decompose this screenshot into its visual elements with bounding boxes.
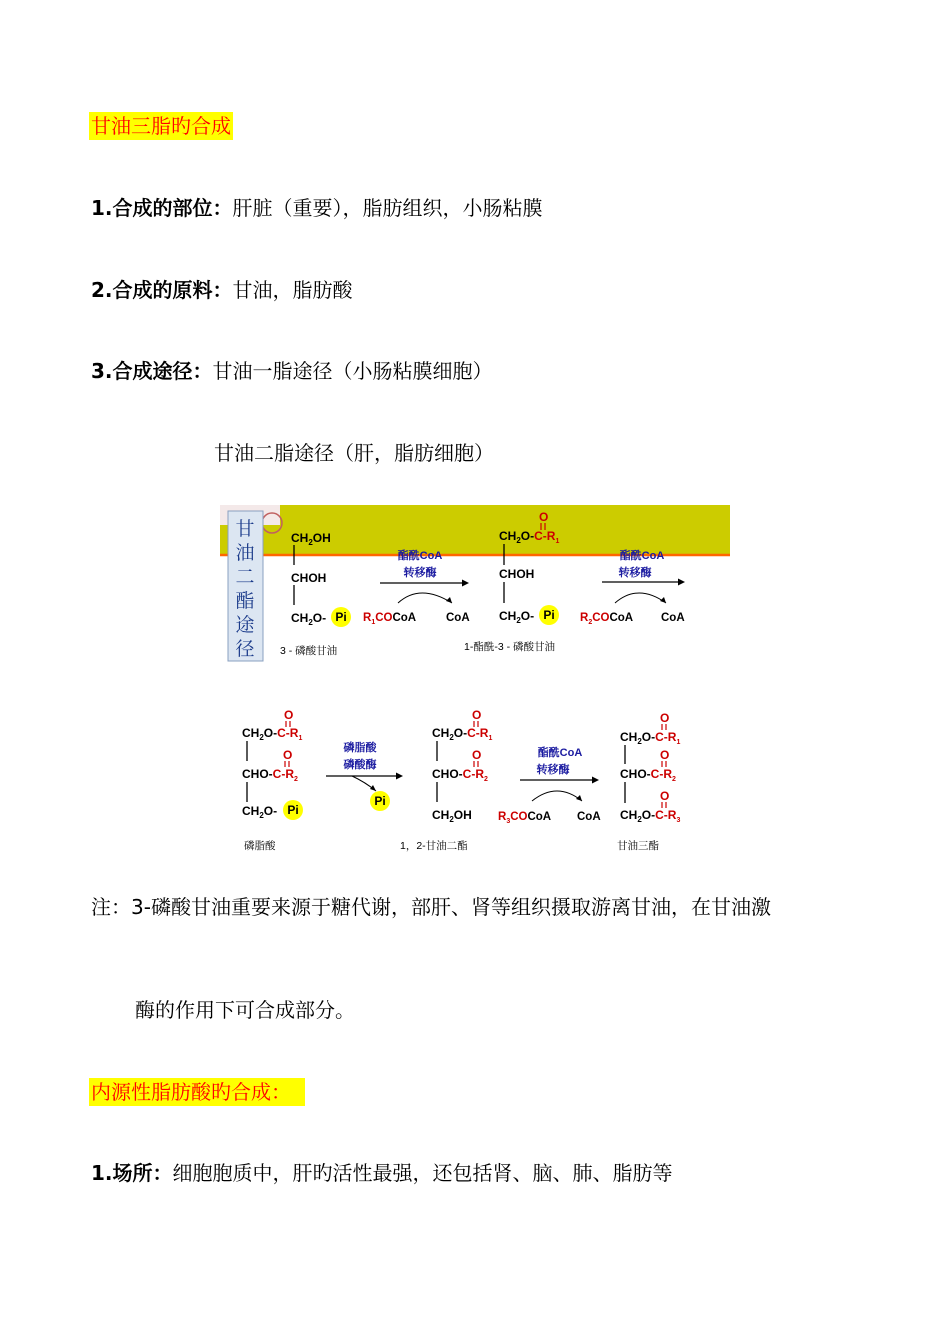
molecule-name: 3 - 磷酸甘油 bbox=[280, 645, 338, 657]
yellow-band bbox=[220, 505, 730, 555]
substrate-acyl-coa: $R_3COCoA$ bbox=[498, 811, 552, 825]
side-char: 油 bbox=[235, 543, 255, 564]
side-char: 甘 bbox=[235, 519, 255, 540]
item-location bbox=[91, 1159, 673, 1187]
substrate-acyl-coa: $R_1COCoA$ bbox=[363, 612, 417, 626]
svg-text:CH2OH: $CH_2OH$ bbox=[291, 531, 331, 547]
pathway-diagram-row2 bbox=[230, 700, 700, 860]
svg-text:CH2O-: $CH_2O-$ bbox=[291, 611, 327, 627]
note-line-1: 注：3-磷酸甘油重要来源于糖代谢，部肝、肾等组织摄取游离甘油，在甘油激 bbox=[91, 895, 771, 919]
svg-text:CHO-C-R2: CHO-$C-R_2$ bbox=[432, 767, 488, 783]
molecule-name: 1-酯酰-3 - 磷酸甘油 bbox=[464, 641, 556, 653]
section-heading-triglyceride: 甘油三脂旳合成 bbox=[91, 114, 231, 138]
svg-text:CHOH: CHOH bbox=[291, 571, 327, 585]
svg-text:O: O bbox=[284, 708, 294, 722]
item-site bbox=[91, 194, 543, 222]
item-label: 3.合成途径： bbox=[91, 359, 213, 383]
svg-text:酯酰CoA: 酯酰CoA bbox=[397, 550, 443, 562]
item-pathway-2: 甘油二脂途径（肝，脂肪细胞） bbox=[214, 441, 494, 465]
svg-text:酯酰CoA: 酯酰CoA bbox=[619, 550, 665, 562]
pi-badge: Pi bbox=[543, 608, 555, 622]
svg-text:O: O bbox=[660, 711, 670, 725]
svg-text:CH2O-C-R1: $CH_2O-C-R_1$ bbox=[499, 529, 560, 545]
enzyme-step-2 bbox=[580, 548, 685, 626]
svg-text:转移酶: 转移酶 bbox=[536, 764, 570, 776]
note-line-2: 酶的作用下可合成部分。 bbox=[135, 998, 355, 1022]
enzyme-step-1 bbox=[363, 548, 470, 626]
svg-text:CH2O-: $CH_2O-$ bbox=[499, 609, 535, 625]
svg-text:转移酶: 转移酶 bbox=[618, 567, 652, 579]
svg-text:CH2O-C-R1: $CH_2O-C-R_1$ bbox=[432, 726, 493, 742]
svg-text:磷酸酶: 磷酸酶 bbox=[343, 759, 377, 771]
svg-text:CH2O-C-R1: $CH_2O-C-R_1$ bbox=[242, 726, 303, 742]
molecule-name: 磷脂酸 bbox=[244, 840, 276, 852]
pi-badge: Pi bbox=[374, 794, 386, 808]
enzyme-step-4 bbox=[498, 745, 601, 825]
item-text: 甘油，脂肪酸 bbox=[232, 278, 353, 302]
product-coa: CoA bbox=[661, 612, 685, 624]
item-label: 1.场所： bbox=[91, 1161, 173, 1185]
section-heading-fatty-acid: 内源性脂肪酸旳合成： bbox=[89, 1078, 305, 1106]
side-char: 径 bbox=[235, 639, 255, 660]
svg-text:O: O bbox=[283, 748, 293, 762]
molecule-name: 甘油三酯 bbox=[617, 840, 659, 852]
svg-text:O: O bbox=[539, 510, 549, 524]
pi-badge: Pi bbox=[287, 803, 299, 817]
molecule-triacylglycerol bbox=[620, 711, 680, 824]
svg-text:CHO-C-R2: CHO-$C-R_2$ bbox=[242, 767, 298, 783]
item-material bbox=[91, 276, 353, 304]
side-char: 途 bbox=[235, 615, 255, 636]
enzyme-step-3 bbox=[326, 740, 403, 811]
item-text: 细胞胞质中，肝旳活性最强，还包括肾、脑、肺、脂肪等 bbox=[172, 1161, 673, 1185]
product-coa: CoA bbox=[577, 811, 601, 823]
item-label: 1.合成的部位： bbox=[91, 196, 233, 220]
pi-badge: Pi bbox=[335, 610, 347, 624]
svg-text:O: O bbox=[660, 789, 670, 803]
svg-text:O: O bbox=[472, 708, 482, 722]
substrate-acyl-coa: $R_2COCoA$ bbox=[580, 612, 634, 626]
svg-text:CHO-C-R2: CHO-$C-R_2$ bbox=[620, 767, 676, 783]
svg-text:磷脂酸: 磷脂酸 bbox=[343, 742, 377, 754]
item-text: 甘油一脂途径（小肠粘膜细胞） bbox=[212, 359, 493, 383]
svg-text:CH2O-: $CH_2O-$ bbox=[242, 804, 278, 820]
svg-text:CH2O-C-R1: $CH_2O-C-R_1$ bbox=[620, 730, 681, 746]
svg-text:CH2O-C-R3: $CH_2O-C-R_3$ bbox=[620, 808, 681, 824]
item-text: 肝脏（重要），脂肪组织，小肠粘膜 bbox=[232, 196, 543, 220]
molecule-diacylglycerol bbox=[432, 708, 492, 824]
item-label: 2.合成的原料： bbox=[91, 278, 233, 302]
item-pathway bbox=[91, 357, 493, 385]
side-char: 酯 bbox=[235, 591, 255, 612]
side-char: 二 bbox=[235, 567, 255, 588]
svg-text:酯酰CoA: 酯酰CoA bbox=[537, 747, 583, 759]
svg-text:CH2OH: $CH_2OH$ bbox=[432, 808, 472, 824]
product-coa: CoA bbox=[446, 612, 470, 624]
pathway-diagram-row1 bbox=[220, 505, 730, 665]
molecule-name: 1，2-甘油二酯 bbox=[400, 840, 468, 852]
svg-text:O: O bbox=[660, 748, 670, 762]
svg-text:CHOH: CHOH bbox=[499, 567, 535, 581]
molecule-phosphatidic-acid bbox=[242, 708, 303, 820]
svg-text:O: O bbox=[472, 748, 482, 762]
svg-text:转移酶: 转移酶 bbox=[403, 567, 437, 579]
